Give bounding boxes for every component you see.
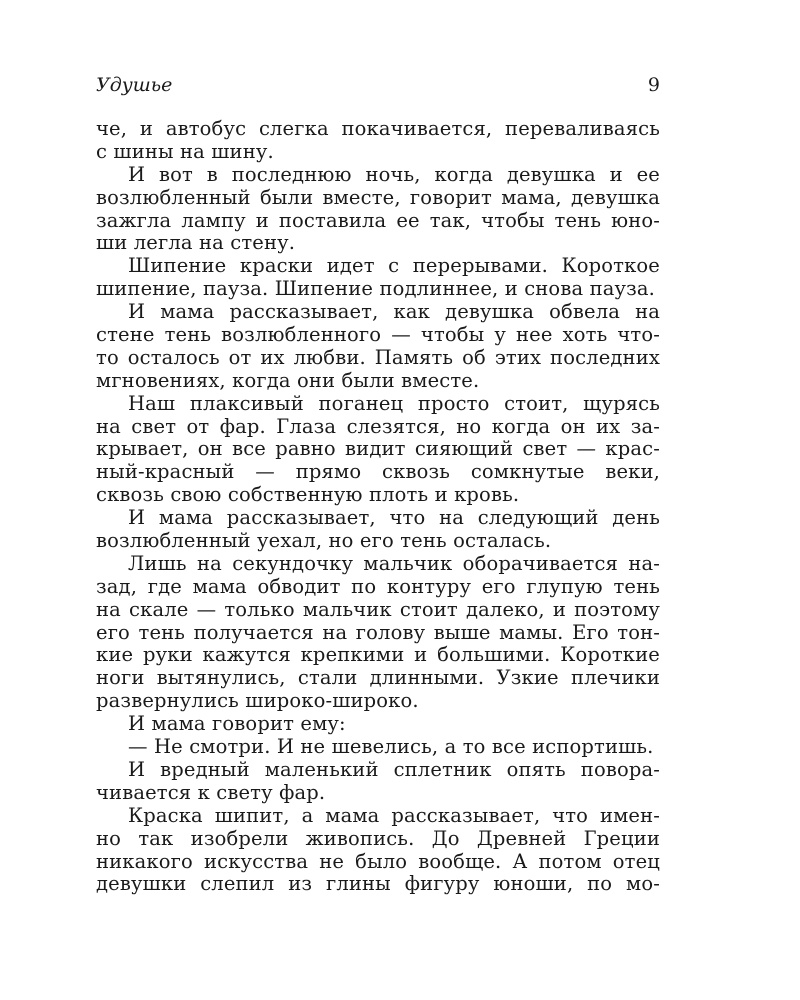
text-line: развернулись широко-широко. (96, 689, 419, 713)
body-text (96, 118, 660, 896)
text-line: — Не смотри. И не шевелись, а то все испортишь. (128, 735, 654, 759)
text-line: возлюбленный уехал, но его тень осталась. (96, 529, 552, 553)
text-line: зад, где мама обводит по контуру его глупую тень (96, 574, 660, 598)
text-line: И мама рассказывает, как девушка обвела на (128, 300, 660, 324)
text-line: стене тень возлюбленного — чтобы у нее хоть что- (96, 323, 660, 347)
text-line: Шипение краски идет с перерывами. Короткое (128, 254, 660, 278)
page-number: 9 (647, 74, 660, 96)
text-line: его тень получается на голову выше мамы. Его тон- (96, 620, 660, 644)
text-line: мгновениях, когда они были вместе. (96, 368, 480, 392)
text-line: то осталось от их любви. Память об этих последних (96, 345, 660, 369)
text-line: крывает, он все равно видит сияющий свет — крас- (96, 437, 660, 461)
text-line: никакого искусства не было вообще. А потом отец (96, 849, 660, 873)
text-line: девушки слепил из глины фигуру юноши, по мо- (96, 872, 660, 896)
text-line: шипение, пауза. Шипение подлиннее, и снова пауза. (96, 277, 656, 301)
text-line: И мама говорит ему: (128, 712, 346, 736)
text-line: че, и автобус слегка покачивается, переваливаясь (96, 117, 660, 140)
text-line: Лишь на секундочку мальчик оборачивается на- (128, 551, 660, 575)
text-line: с шины на шину. (96, 139, 274, 163)
text-line: ный-красный — прямо сквозь сомкнутые веки, (96, 460, 660, 484)
text-line: сквозь свою собственную плоть и кровь. (96, 483, 520, 507)
text-line: но так изобрели живопись. До Древней Греции (96, 826, 660, 850)
text-line: ши легла на стену. (96, 231, 296, 255)
text-line: И вот в последнюю ночь, когда девушка и ее (128, 162, 660, 186)
text-line: И мама рассказывает, что на следующий день (128, 506, 660, 530)
text-line: на скале — только мальчик стоит далеко, и поэтому (96, 597, 660, 621)
text-line: на свет от фар. Глаза слезятся, но когда он их за- (96, 414, 660, 438)
text-line: чивается к свету фар. (96, 780, 326, 804)
text-line: возлюбленный были вместе, говорит мама, девушка (96, 185, 660, 209)
text-line: зажгла лампу и поставила ее так, чтобы тень юно- (96, 208, 660, 232)
running-title: Удушье (96, 74, 173, 96)
text-line: И вредный маленький сплетник опять повора- (128, 757, 660, 781)
text-line: Краска шипит, а мама рассказывает, что имен- (128, 803, 660, 827)
page-header (96, 72, 660, 102)
text-line: ноги вытянулись, стали длинными. Узкие плечики (96, 666, 660, 690)
text-line: кие руки кажутся крепкими и большими. Короткие (96, 643, 660, 667)
text-line: Наш плаксивый поганец просто стоит, щурясь (128, 391, 660, 415)
